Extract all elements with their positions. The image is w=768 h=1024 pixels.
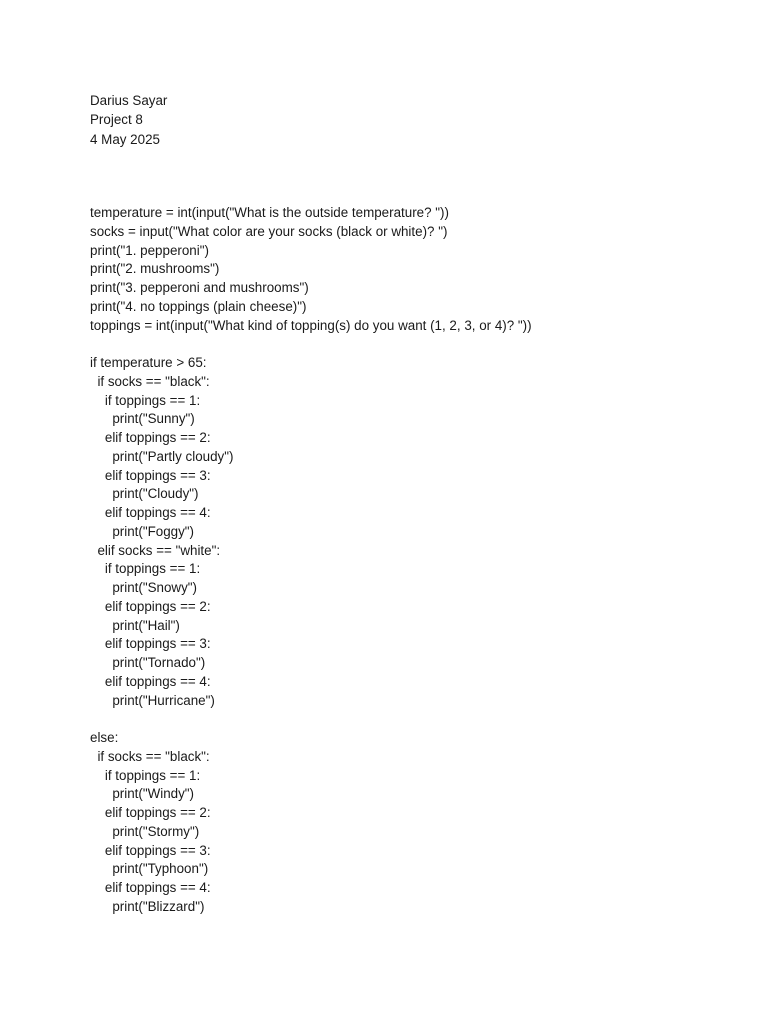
code-line: elif toppings == 3: <box>90 842 211 858</box>
code-line: elif toppings == 2: <box>90 805 211 820</box>
code-line: print("Partly cloudy") <box>90 448 234 464</box>
code-line: print("Stormy") <box>90 823 200 839</box>
code-line: if socks == "black": <box>90 373 210 389</box>
code-line: else: <box>90 730 119 745</box>
code-line: print("4. no toppings (plain cheese)") <box>90 298 307 314</box>
code-line: elif toppings == 4: <box>90 880 211 895</box>
code-line: print("Hurricane") <box>90 692 215 708</box>
code-line: if toppings == 1: <box>90 561 201 577</box>
code-line: elif toppings == 2: <box>90 598 211 614</box>
code-line: print("Sunny") <box>90 411 195 427</box>
code-line: if toppings == 1: <box>90 767 201 783</box>
code-line: elif toppings == 4: <box>90 505 211 520</box>
code-line: print("2. mushrooms") <box>90 261 220 277</box>
code-line: elif toppings == 4: <box>90 673 211 689</box>
code-listing <box>90 204 532 917</box>
code-line: if socks == "black": <box>90 748 210 764</box>
author-name: Darius Sayar <box>90 93 168 108</box>
code-line: elif toppings == 3: <box>90 467 211 483</box>
code-line: print("Typhoon") <box>90 861 209 877</box>
code-line: print("3. pepperoni and mushrooms") <box>90 280 309 295</box>
code-line: print("Tornado") <box>90 655 206 670</box>
code-line: toppings = int(input("What kind of topping(s) do you want (1, 2, 3, or 4)? ")) <box>90 317 532 333</box>
code-line: elif toppings == 3: <box>90 636 211 652</box>
code-line: print("Foggy") <box>90 523 195 539</box>
code-line <box>90 710 532 729</box>
code-line: elif toppings == 2: <box>90 430 211 445</box>
code-line: print("1. pepperoni") <box>90 242 209 258</box>
code-line <box>90 335 532 354</box>
code-line: if toppings == 1: <box>90 392 201 408</box>
code-line: elif socks == "white": <box>90 542 221 558</box>
document-date: 4 May 2025 <box>90 131 160 147</box>
code-line: socks = input("What color are your socks (black or white)? ") <box>90 223 448 239</box>
code-line: if temperature > 65: <box>90 355 207 370</box>
code-line: print("Hail") <box>90 617 180 633</box>
code-line: print("Snowy") <box>90 580 197 595</box>
code-line: temperature = int(input("What is the outside temperature? ")) <box>90 205 449 220</box>
code-line: print("Windy") <box>90 786 194 802</box>
document-header <box>90 91 167 149</box>
project-title: Project 8 <box>90 112 143 128</box>
code-line: print("Blizzard") <box>90 898 205 914</box>
code-line: print("Cloudy") <box>90 486 199 502</box>
